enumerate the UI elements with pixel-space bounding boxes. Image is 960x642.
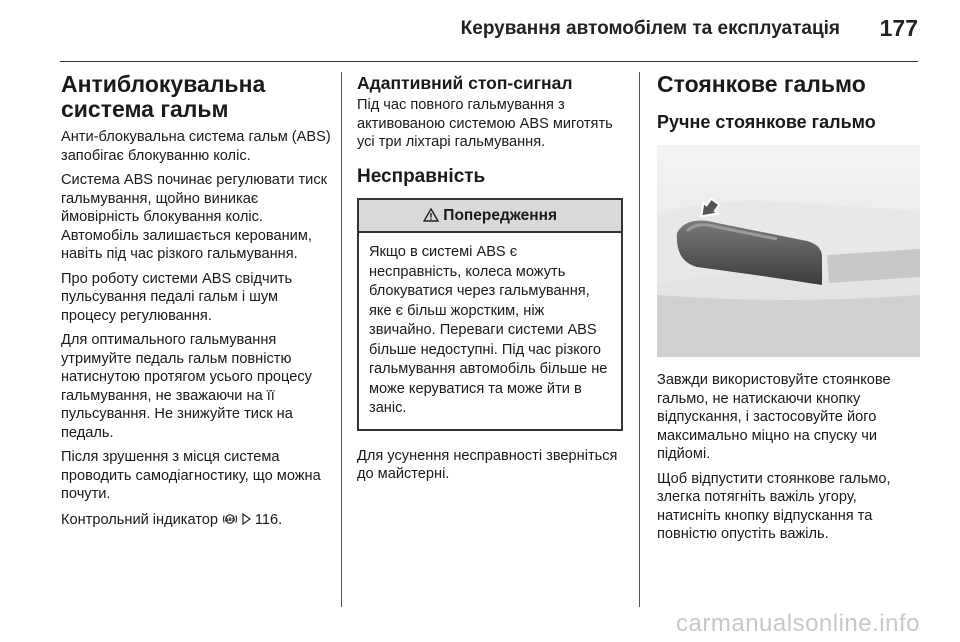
svg-text:ABS: ABS [225, 517, 236, 523]
abs-paragraph-5: Після зрушення з місця система проводить самодіагностику, що можна почути. [61, 449, 321, 502]
fault-after-paragraph: Для усунення несправності зверніться до майстерні. [357, 447, 618, 482]
column-parking-brake [657, 72, 922, 550]
column-brake-light [357, 72, 627, 490]
warning-body: Якщо в системі ABS є несправність, колеса можуть блокуватися через гальмування, яке є більш жорстким, ніж звичайно. Переваги системи ABS більше недоступні. Під час різкого гальмування автомобіль більше не може керуватися та може йти в заніс. [369, 244, 608, 416]
column-divider-1 [341, 72, 342, 607]
parking-brake-paragraph-1: Завжди використовуйте стоянкове гальмо, не натискаючи кнопку відпускання, і застосовуйте його максимально міцно на спуску чи підйомі. [657, 372, 891, 462]
abs-paragraph-2: Система ABS починає регулювати тиск гальмування, щойно виникає ймовірність блокування коліс. Автомобіль залишається керованим, навіть під час різкого гальмування. [61, 172, 328, 262]
parking-brake-heading: Стоянкове гальмо [657, 71, 866, 97]
column-divider-2 [639, 72, 640, 607]
indicator-text: Контрольний індикатор [61, 511, 219, 528]
brake-light-heading: Адаптивний стоп-сигнал [357, 73, 573, 93]
abs-paragraph-4: Для оптимального гальмування утримуйте педаль гальм повністю натиснутою протягом усього процесу гальмування, не зважаючи на її пульсування. Не знижуйте тиск на педаль. [61, 332, 312, 441]
warning-title: Попередження [443, 206, 557, 224]
abs-heading: Антиблокувальна система гальм [61, 71, 266, 122]
header-title: Керування автомобілем та експлуатація [460, 18, 840, 39]
brake-light-paragraph: Під час повного гальмування з активованою системою ABS миготять усі три ліхтарі гальмування. [357, 97, 613, 150]
abs-paragraph-1: Анти-блокувальна система гальм (ABS) запобігає блокуванню коліс. [61, 129, 331, 164]
abs-paragraph-3: Про роботу системи ABS свідчить пульсування педалі гальм і шум процесу регулювання. [61, 270, 293, 324]
warning-header [359, 200, 621, 234]
header-rule [60, 61, 918, 62]
abs-warning-icon [222, 511, 242, 527]
warning-triangle-icon [423, 207, 443, 224]
page-reference-icon [242, 511, 255, 527]
manual-parking-brake-heading: Ручне стоянкове гальмо [657, 112, 876, 132]
watermark: carmanualsonline.info [676, 610, 920, 637]
page-header [0, 0, 960, 60]
warning-box [357, 198, 623, 431]
parking-brake-paragraph-2: Щоб відпустити стоянкове гальмо, злегка потягніть важіль угору, натисніть кнопку відпускання та повністю опустіть важіль. [657, 470, 891, 542]
page-number: 177 [879, 15, 918, 41]
column-abs [61, 72, 331, 535]
fault-heading: Несправність [357, 165, 486, 187]
abs-indicator-line [61, 510, 331, 530]
parking-brake-photo [657, 145, 920, 357]
indicator-page-ref[interactable]: 116. [254, 511, 283, 528]
